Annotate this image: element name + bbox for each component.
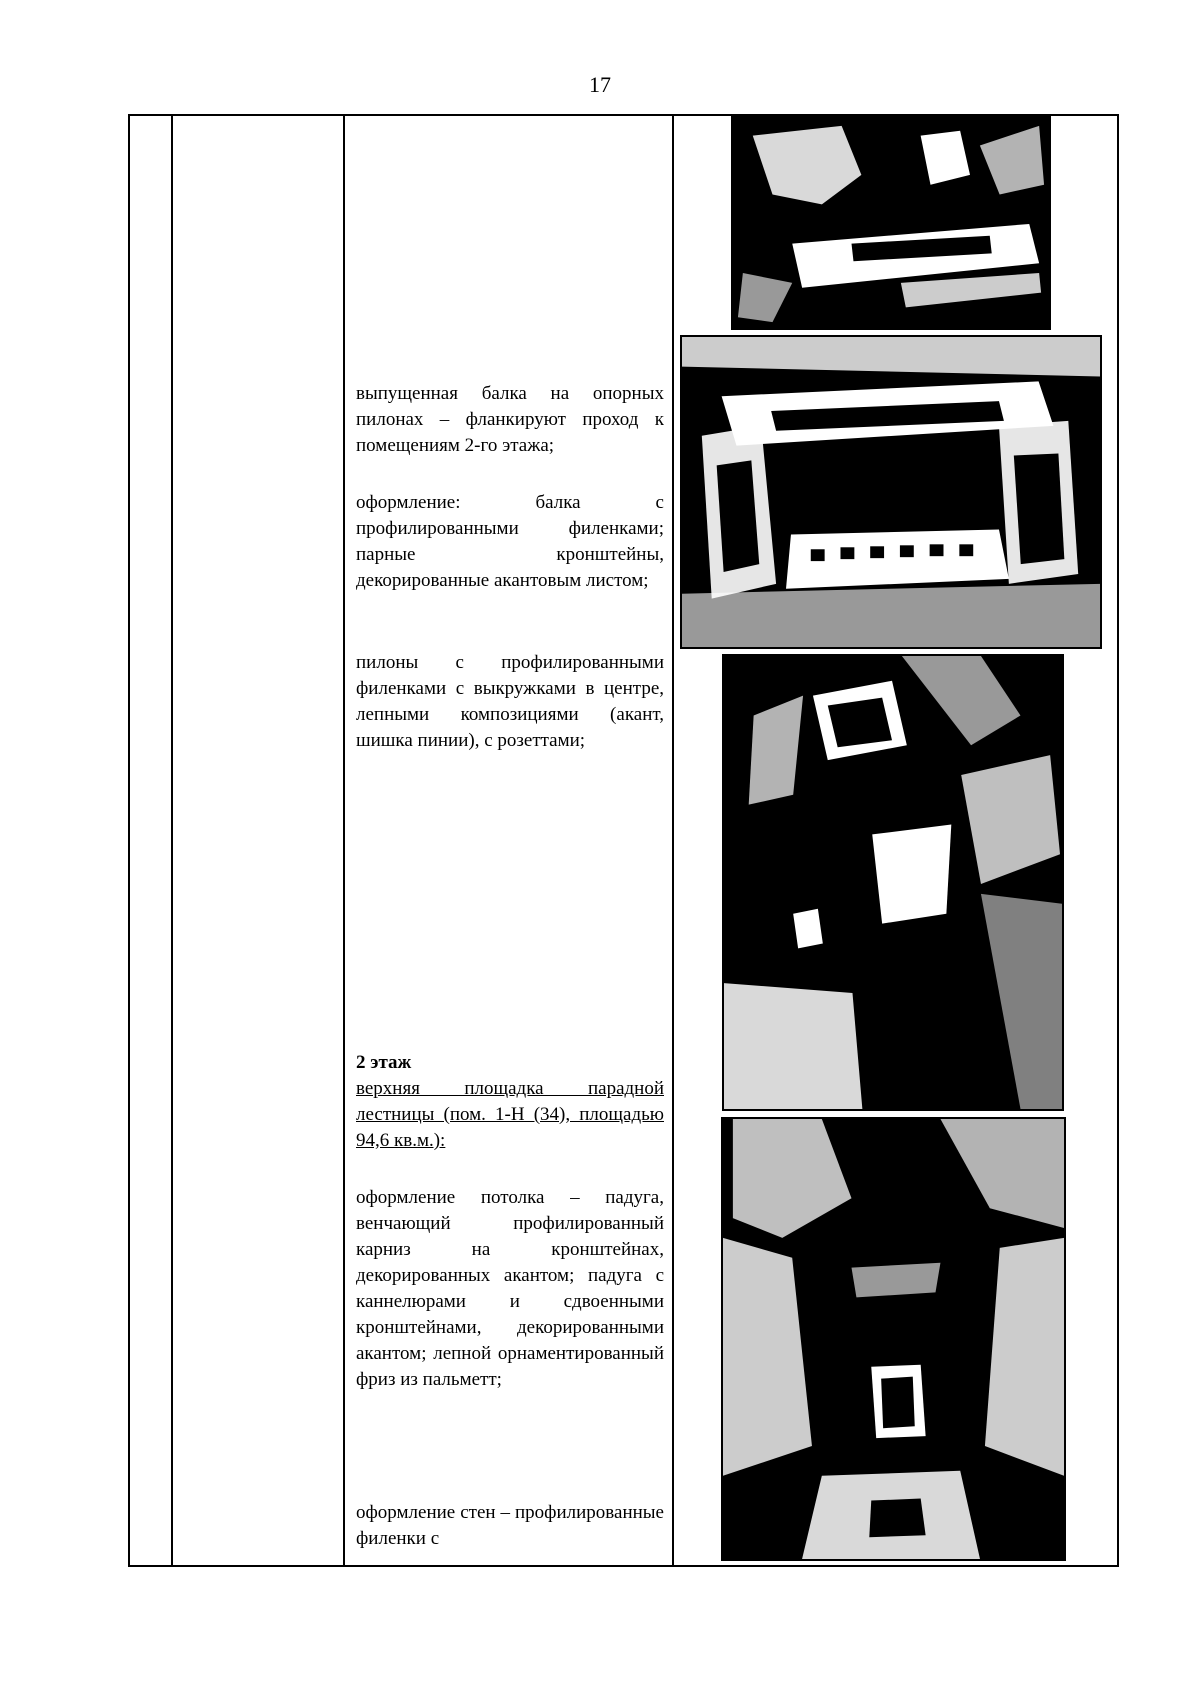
paragraph-pylons: пилоны с профилированными филенками с выкружками в центре, лепными композициями (акант, шишка пинии), с розеттами; <box>356 652 664 751</box>
floor-heading: 2 этаж <box>356 1052 412 1073</box>
paragraph-landing: верхняя площадка парадной лестницы (пом. 1-Н (34), площадью 94,6 кв.м.): <box>356 1078 664 1151</box>
paragraph-walls: оформление стен – профилированные филенки с <box>356 1502 664 1549</box>
column-divider-1 <box>171 114 173 1567</box>
photo-beam-on-pylons <box>680 335 1102 649</box>
column-divider-3 <box>672 114 674 1567</box>
page-number: 17 <box>589 72 611 97</box>
column-divider-2 <box>343 114 345 1567</box>
photo-upper-landing-ceiling <box>721 1117 1066 1561</box>
paragraph-beam: выпущенная балка на опорных пилонах – фланкируют проход к помещениям 2-го этажа; <box>356 383 664 456</box>
paragraph-ceiling: оформление потолка – падуга, венчающий профилированный карниз на кронштейнах, декорированных акантом; падуга с каннелюрами и сдвоенными кронштейнами, декорированными акантом; лепной орнаментированный фриз из пальметт; <box>356 1187 664 1390</box>
paragraph-beam-decoration: оформление: балка с профилированными филенками; парные кронштейны, декорированные акантовым листом; <box>356 492 664 591</box>
photo-pylon-decoration <box>722 654 1064 1111</box>
description-column <box>356 0 664 1697</box>
photo-stair-detail <box>731 114 1051 330</box>
